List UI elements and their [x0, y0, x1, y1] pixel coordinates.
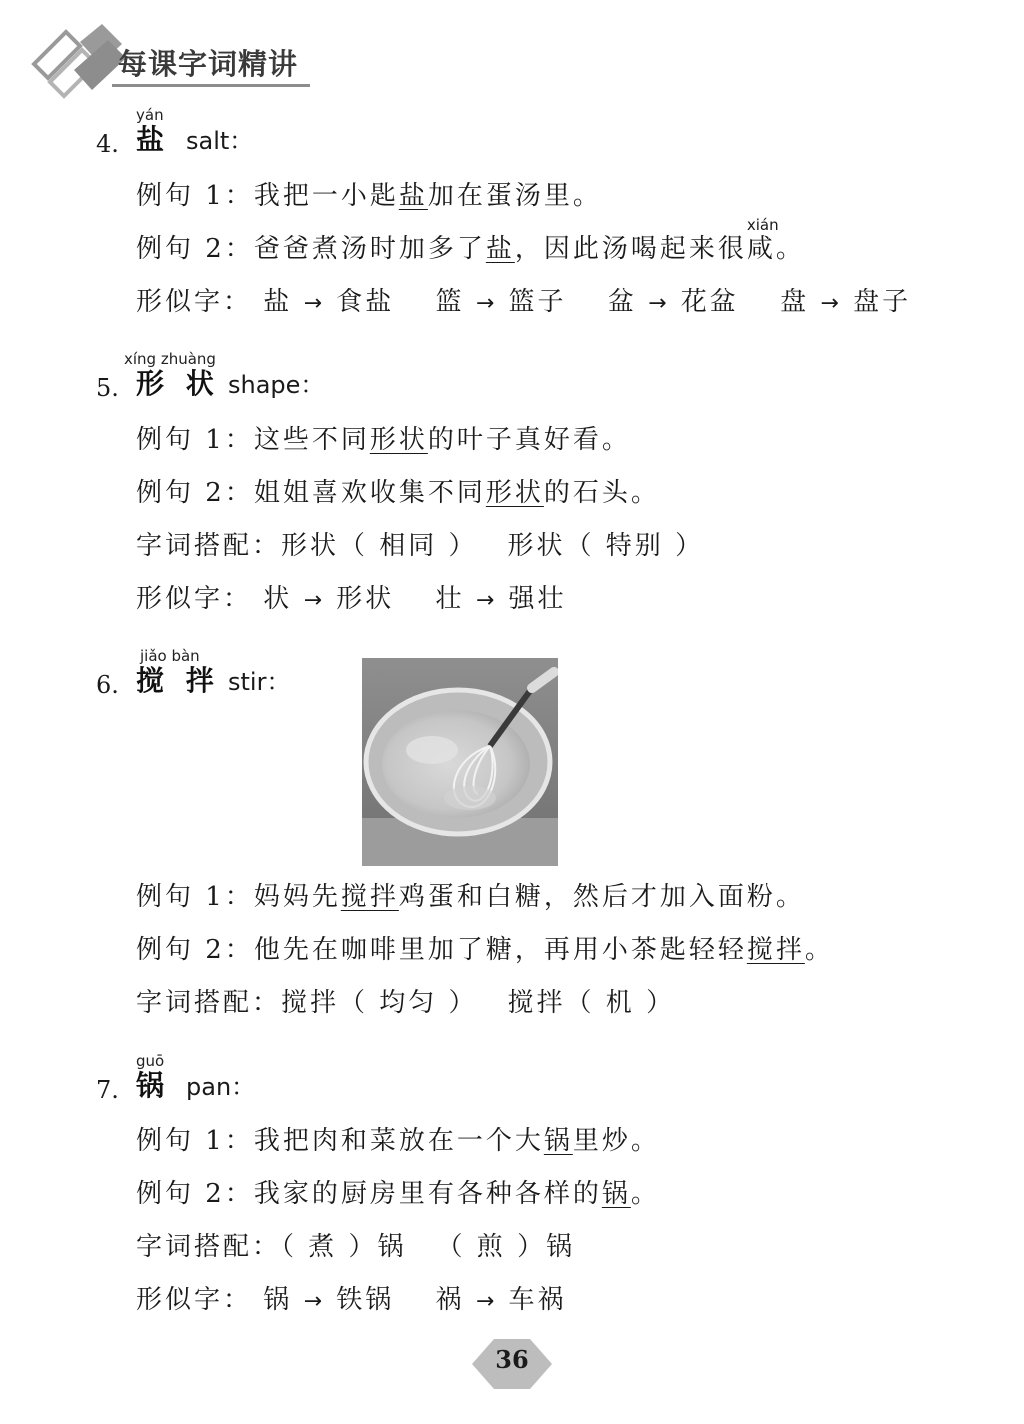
similar-label: 形似字： — [136, 287, 253, 317]
similar-word: 盘子 — [853, 287, 912, 317]
similar-char: 状 — [263, 584, 293, 614]
entry-word: 搅 拌 — [136, 664, 220, 697]
underlined-keyword: 锅 — [601, 1179, 631, 1209]
underlined-keyword: 形状 — [485, 478, 544, 508]
arrow-right-icon: → — [303, 588, 325, 613]
underlined-keyword: 搅拌 — [746, 935, 805, 965]
example-sentence-1 — [136, 879, 805, 915]
sentence-text: 妈妈先 — [253, 882, 341, 912]
ruby-base: 咸 — [746, 234, 776, 264]
similar-char: 盆 — [607, 287, 637, 317]
entry-pinyin: guō — [136, 1052, 165, 1070]
underlined-keyword: 搅拌 — [340, 882, 399, 912]
ruby-pinyin: xián — [746, 216, 779, 234]
sentence-text: 。 — [630, 1179, 660, 1209]
collocation-item: 搅拌（ 机 ） — [507, 988, 676, 1018]
example-label: 例句 1： — [136, 425, 254, 455]
header-title: 每课字词精讲 — [118, 47, 299, 81]
arrow-right-icon: → — [475, 1289, 498, 1314]
sentence-text: 这些不同 — [253, 425, 370, 455]
arrow-right-icon: → — [820, 291, 842, 316]
similar-word: 花盆 — [680, 287, 739, 317]
entry-word: 盐 — [136, 123, 171, 156]
arrow-right-icon: → — [303, 291, 325, 316]
underlined-keyword: 盐 — [485, 234, 515, 264]
example-label: 例句 2： — [136, 478, 254, 508]
word-collocation — [136, 1229, 575, 1265]
entry-number: 7. — [96, 1076, 119, 1104]
similar-characters — [136, 1282, 567, 1320]
example-sentence-1 — [136, 422, 631, 458]
underlined-keyword: 盐 — [398, 181, 428, 211]
collocation-label: 字词搭配： — [136, 988, 282, 1018]
similar-char: 祸 — [435, 1285, 465, 1315]
collocation-label: 字词搭配： — [136, 1232, 282, 1262]
example-label: 例句 1： — [136, 1126, 254, 1156]
collocation-item: （ 煎 ）锅 — [436, 1232, 576, 1262]
ruby-char — [746, 216, 779, 267]
whisk-bowl-photo — [362, 658, 558, 866]
collocation-item: 形状（ 特别 ） — [507, 531, 705, 561]
underlined-keyword: 锅 — [543, 1126, 573, 1156]
example-label: 例句 2： — [136, 234, 254, 264]
entry-word: 锅 — [136, 1069, 171, 1102]
example-sentence-2 — [136, 932, 834, 968]
example-label: 例句 2： — [136, 935, 254, 965]
example-sentence-2 — [136, 216, 805, 267]
entry-english: shape： — [228, 371, 325, 399]
sentence-text: 姐姐喜欢收集不同 — [253, 478, 486, 508]
arrow-right-icon: → — [303, 1289, 325, 1314]
entry-english: pan： — [186, 1073, 256, 1101]
sentence-text: 我把一小匙 — [253, 181, 399, 211]
example-sentence-2 — [136, 475, 660, 511]
similar-char: 盐 — [263, 287, 293, 317]
similar-label: 形似字： — [136, 584, 253, 614]
header-diamond-logo-icon — [30, 24, 130, 108]
entry-pinyin: xíng zhuàng — [124, 350, 216, 368]
collocation-item: （ 煮 ）锅 — [281, 1232, 407, 1262]
sentence-text: 的叶子真好看。 — [427, 425, 631, 455]
arrow-right-icon: → — [475, 291, 498, 316]
similar-word: 食盐 — [336, 287, 395, 317]
sentence-text: 鸡蛋和白糖，然后才加入面粉。 — [398, 882, 805, 912]
entry-number: 6. — [96, 671, 119, 699]
example-sentence-1 — [136, 1123, 660, 1159]
similar-label: 形似字： — [136, 1285, 253, 1315]
page-number: 36 — [495, 1345, 529, 1374]
collocation-label: 字词搭配： — [136, 531, 282, 561]
arrow-right-icon: → — [648, 291, 670, 316]
similar-char: 篮 — [435, 287, 465, 317]
entry-english: salt： — [186, 127, 254, 155]
similar-char: 壮 — [435, 584, 465, 614]
underlined-keyword: 形状 — [369, 425, 428, 455]
entry-number: 4. — [96, 130, 119, 158]
collocation-item: 形状（ 相同 ） — [281, 531, 478, 561]
sentence-text: 爸爸煮汤时加多了 — [253, 234, 486, 264]
entry-word: 形 状 — [136, 367, 220, 400]
sentence-text: 。 — [804, 935, 834, 965]
similar-characters — [136, 581, 567, 619]
similar-word: 篮子 — [508, 287, 567, 317]
entry-pinyin: yán — [136, 106, 164, 124]
similar-word: 车祸 — [508, 1285, 567, 1315]
similar-word: 形状 — [336, 584, 395, 614]
word-collocation — [136, 985, 675, 1021]
sentence-text: ，因此汤喝起来很 — [514, 234, 747, 264]
entry-number: 5. — [96, 374, 119, 402]
similar-char: 锅 — [263, 1285, 293, 1315]
entry-english: stir： — [228, 668, 291, 696]
sentence-text: 我家的厨房里有各种各样的 — [253, 1179, 602, 1209]
word-collocation — [136, 528, 704, 564]
arrow-right-icon: → — [475, 588, 498, 613]
sentence-text: 他先在咖啡里加了糖，再用小茶匙轻轻 — [253, 935, 747, 965]
sentence-text: 我把肉和菜放在一个大 — [253, 1126, 544, 1156]
similar-word: 强壮 — [508, 584, 567, 614]
example-label: 例句 1： — [136, 181, 254, 211]
sentence-text: 的石头。 — [543, 478, 660, 508]
example-sentence-2 — [136, 1176, 660, 1212]
sentence-text: 加在蛋汤里。 — [427, 181, 602, 211]
similar-word: 铁锅 — [336, 1285, 395, 1315]
sentence-text: 里炒。 — [572, 1126, 660, 1156]
entry-pinyin: jiǎo bàn — [140, 647, 200, 665]
header-rule — [112, 84, 310, 87]
example-label: 例句 2： — [136, 1179, 254, 1209]
collocation-item: 搅拌（ 均匀 ） — [281, 988, 478, 1018]
similar-characters — [136, 284, 911, 322]
example-sentence-1 — [136, 178, 602, 214]
similar-char: 盘 — [780, 287, 810, 317]
example-label: 例句 1： — [136, 882, 254, 912]
sentence-text: 。 — [775, 234, 805, 264]
